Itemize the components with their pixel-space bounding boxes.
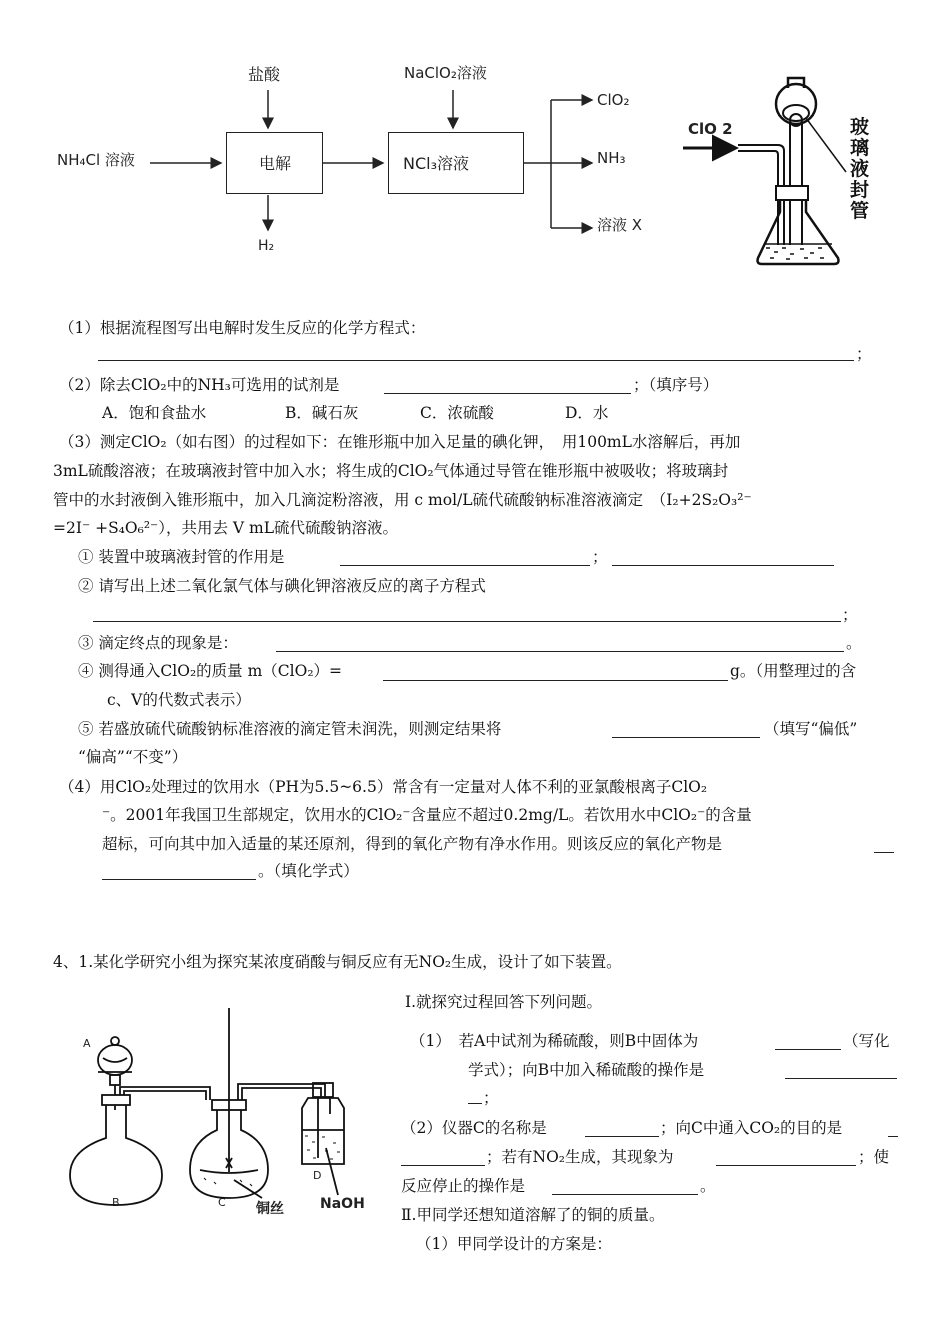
- q2-text: （2）除去ClO₂中的NH₃可选用的试剂是: [59, 376, 340, 394]
- p2-line1: （2）仪器C的名称是: [401, 1119, 547, 1137]
- q3-sub1-sep: ；: [592, 548, 608, 566]
- reagent-hcl-label: 盐酸: [248, 65, 281, 84]
- q3-sub4-line2: c、V的代数式表示）: [107, 691, 251, 709]
- seal-tube-char: 管: [850, 200, 870, 222]
- label-a: A: [83, 1037, 91, 1050]
- q3-line1: （3）测定ClO₂（如右图）的过程如下：在锥形瓶中加入足量的碘化钾， 用100mL水溶解后，再加: [59, 433, 741, 451]
- part2-title: Ⅱ.甲同学还想知道溶解了的铜的质量。: [401, 1206, 665, 1224]
- p1-line1-tail: （写化: [843, 1032, 890, 1050]
- q3-line3: 管中的水封液倒入锥形瓶中，加入几滴淀粉溶液，用 c mol/L硫代硫酸钠标准溶液滴定 （I₂+2S₂O₃²⁻: [53, 491, 752, 509]
- p1-line2: 学式）；向B中加入稀硫酸的操作是: [468, 1061, 705, 1079]
- ncl3-label: NCl₃溶液: [403, 154, 470, 173]
- q3-sub4-tail: g。（用整理过的含: [730, 662, 857, 680]
- label-c: C: [218, 1196, 226, 1209]
- q3-sub5: ⑤ 若盛放硫代硫酸钠标准溶液的滴定管未润洗，则测定结果将: [78, 720, 502, 738]
- q3-sub4: ④ 测得通入ClO₂的质量 m（ClO₂）=: [78, 662, 343, 680]
- q1-end: ；: [856, 345, 872, 363]
- reagent-naclo2-label: NaClO₂溶液: [404, 64, 487, 82]
- q3-sub1: ① 装置中玻璃液封管的作用是: [78, 548, 285, 566]
- q3-sub3-end: 。: [846, 634, 862, 652]
- output-clo2-label: ClO₂: [597, 91, 630, 109]
- p1-line3-end: ；: [483, 1089, 499, 1107]
- q4-line2: ⁻。2001年我国卫生部规定，饮用水的ClO₂⁻含量应不超过0.2mg/L。若饮用水中ClO₂⁻的含量: [102, 806, 752, 824]
- q3-line2: 3mL硫酸溶液；在玻璃液封管中加入水；将生成的ClO₂气体通过导管在锥形瓶中被吸收；将玻璃封: [53, 462, 729, 480]
- q4-line1: （4）用ClO₂处理过的饮用水（PH为5.5~6.5）常含有一定量对人体不利的亚氯酸根离子ClO₂: [59, 778, 708, 796]
- p1-line1: （1） 若A中试剂为稀硫酸，则B中固体为: [410, 1032, 699, 1050]
- q2-option-a: A．饱和食盐水: [102, 404, 207, 422]
- q3-sub2-end: ；: [842, 606, 858, 624]
- seal-tube-char: 璃: [850, 137, 870, 159]
- q2-option-d: D．水: [565, 404, 609, 422]
- input-nh4cl-label: NH₄Cl 溶液: [57, 151, 135, 169]
- q3-sub5-tail: （填写“偏低”: [764, 720, 858, 738]
- p2-line1-mid: ；向C中通入CO₂的目的是: [660, 1119, 843, 1137]
- part2-q1: （1）甲同学设计的方案是：: [416, 1235, 612, 1253]
- q2-option-c: C．浓硫酸: [420, 404, 494, 422]
- q3-sub3: ③ 滴定终点的现象是：: [78, 634, 238, 652]
- label-b: B: [112, 1196, 120, 1209]
- part1-title: Ⅰ.就探究过程回答下列问题。: [405, 993, 603, 1011]
- q3-line4: =2I⁻ +S₄O₆²⁻），共用去 V mL硫代硫酸钠溶液。: [53, 519, 399, 537]
- electrolysis-label: 电解: [259, 154, 292, 173]
- p2-line3: 反应停止的操作是: [401, 1177, 526, 1195]
- p2-line3-end: 。: [700, 1177, 716, 1195]
- problem4-intro: 4、1.某化学研究小组为探究某浓度硝酸与铜反应有无NO₂生成，设计了如下装置。: [53, 953, 622, 971]
- seal-tube-char: 玻: [850, 116, 870, 138]
- p2-line2-mid: ；若有NO₂生成，其现象为: [486, 1148, 674, 1166]
- q2-option-b: B．碱石灰: [285, 404, 359, 422]
- label-d: D: [313, 1169, 322, 1182]
- q3-sub5-line2: “偏高”“不变”）: [78, 748, 188, 766]
- label-naoh: NaOH: [320, 1196, 365, 1212]
- label-copper-wire: 铜丝: [256, 1201, 284, 1217]
- q4-line4-tail: 。（填化学式）: [258, 862, 359, 880]
- p2-line2-tail: ；使: [858, 1148, 890, 1166]
- q1-text: （1）根据流程图写出电解时发生反应的化学方程式：: [59, 319, 426, 337]
- output-nh3-label: NH₃: [597, 149, 626, 167]
- seal-tube-char: 液: [850, 158, 870, 180]
- clo2-gas-label: ClO 2: [688, 120, 733, 138]
- output-solution-x-label: 溶液 X: [597, 216, 643, 234]
- seal-tube-char: 封: [850, 179, 870, 201]
- q3-sub2: ② 请写出上述二氧化氯气体与碘化钾溶液反应的离子方程式: [78, 577, 486, 595]
- q2-tail: ；（填序号）: [633, 376, 719, 394]
- output-h2-label: H₂: [258, 238, 275, 254]
- q4-line3: 超标，可向其中加入适量的某还原剂，得到的氧化产物有净水作用。则该反应的氧化产物是: [102, 835, 723, 853]
